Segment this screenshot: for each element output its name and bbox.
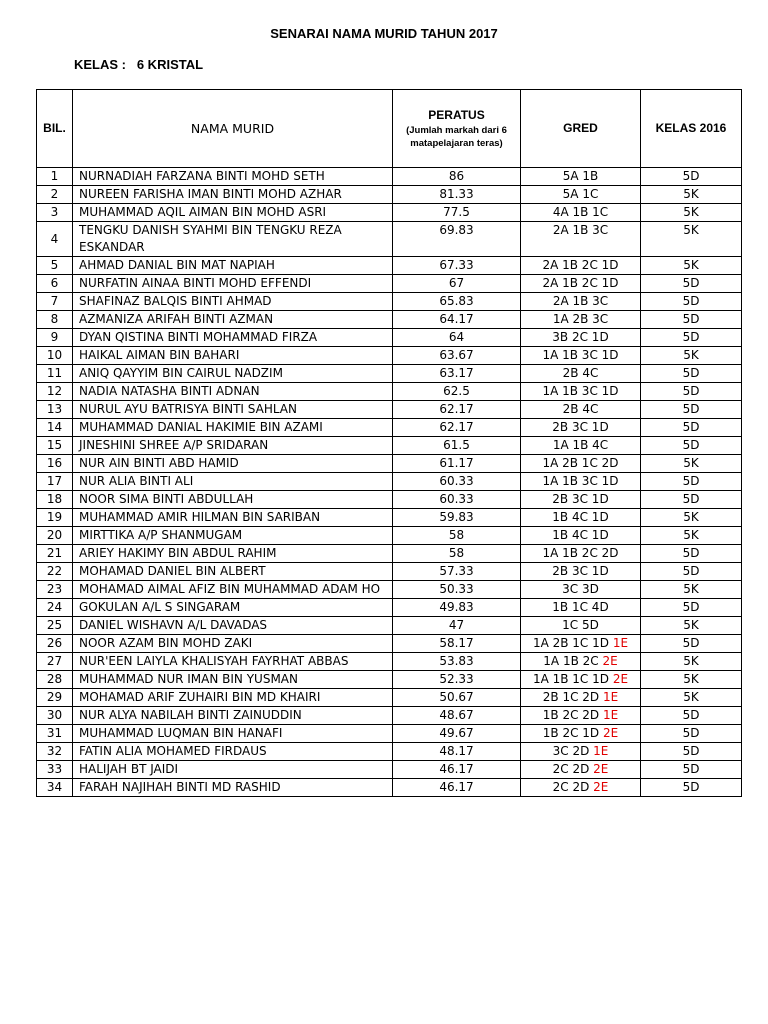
row-bil: 18 [37,491,73,509]
row-gred-text: 1B 1C 4D [552,600,609,614]
row-bil: 32 [37,743,73,761]
row-gred-text: 4A 1B 1C [552,205,609,219]
table-row [37,401,742,419]
table-row [37,707,742,725]
row-peratus: 65.83 [393,293,521,311]
header-gred: GRED [521,90,641,168]
row-bil: 2 [37,186,73,204]
row-gred-text: 1A 1B 3C 1D [542,474,619,488]
row-gred [521,491,641,509]
row-gred [521,401,641,419]
row-kelas: 5K [641,671,742,689]
row-bil: 22 [37,563,73,581]
row-gred-text: 1A 2B 3C [552,312,609,326]
table-row [37,186,742,204]
row-nama: DYAN QISTINA BINTI MOHAMMAD FIRZA [73,329,393,347]
row-kelas: 5K [641,509,742,527]
row-bil: 27 [37,653,73,671]
row-bil: 25 [37,617,73,635]
table-row [37,437,742,455]
row-gred-fail: 1E [603,690,619,704]
row-gred [521,347,641,365]
table-row [37,635,742,653]
row-gred-text: 1B 2C 1D [542,726,600,740]
table-row [37,563,742,581]
row-peratus: 46.17 [393,779,521,797]
row-bil: 19 [37,509,73,527]
row-bil: 10 [37,347,73,365]
table-row [37,257,742,275]
row-kelas: 5K [641,617,742,635]
row-nama: MUHAMMAD DANIAL HAKIMIE BIN AZAMI [73,419,393,437]
row-gred-text: 1A 1B 4C [552,438,609,452]
row-kelas: 5D [641,419,742,437]
row-peratus: 58.17 [393,635,521,653]
row-bil: 16 [37,455,73,473]
row-kelas: 5D [641,779,742,797]
row-gred-fail: 2E [602,654,618,668]
row-gred [521,311,641,329]
row-peratus: 60.33 [393,473,521,491]
row-gred-text: 1A 1B 2C 2D [542,546,619,560]
row-peratus: 48.67 [393,707,521,725]
row-peratus: 57.33 [393,563,521,581]
row-bil: 34 [37,779,73,797]
row-bil: 7 [37,293,73,311]
row-peratus: 53.83 [393,653,521,671]
row-gred-text: 2A 1B 2C 1D [542,258,619,272]
row-gred [521,473,641,491]
row-kelas: 5D [641,383,742,401]
row-nama: NUREEN FARISHA IMAN BINTI MOHD AZHAR [73,186,393,204]
row-nama: MUHAMMAD AQIL AIMAN BIN MOHD ASRI [73,204,393,222]
table-row [37,743,742,761]
row-gred [521,545,641,563]
class-value: 6 KRISTAL [136,57,204,72]
row-kelas: 5K [641,689,742,707]
table-row [37,581,742,599]
row-kelas: 5D [641,329,742,347]
row-peratus: 58 [393,545,521,563]
row-peratus: 50.33 [393,581,521,599]
row-bil: 13 [37,401,73,419]
row-bil: 11 [37,365,73,383]
table-row [37,383,742,401]
row-nama: NURFATIN AINAA BINTI MOHD EFFENDI [73,275,393,293]
row-gred-text: 2B 3C 1D [552,492,609,506]
table-row [37,689,742,707]
table-row [37,617,742,635]
row-nama: NOOR SIMA BINTI ABDULLAH [73,491,393,509]
row-gred-text: 2C 2D [552,780,590,794]
row-nama: HAIKAL AIMAN BIN BAHARI [73,347,393,365]
row-peratus: 77.5 [393,204,521,222]
row-nama: MUHAMMAD LUQMAN BIN HANAFI [73,725,393,743]
row-gred-text: 2C 2D [552,762,590,776]
row-peratus: 49.83 [393,599,521,617]
row-gred-text: 2B 3C 1D [552,420,609,434]
row-kelas: 5D [641,761,742,779]
table-row [37,311,742,329]
table-row [37,347,742,365]
row-peratus: 63.67 [393,347,521,365]
row-peratus: 46.17 [393,761,521,779]
row-gred [521,779,641,797]
row-nama: SHAFINAZ BALQIS BINTI AHMAD [73,293,393,311]
row-peratus: 62.17 [393,419,521,437]
row-peratus: 86 [393,168,521,186]
row-gred-text: 1A 1B 2C [543,654,599,668]
table-row [37,545,742,563]
row-bil: 29 [37,689,73,707]
row-gred-text: 2B 4C [562,402,599,416]
table-row [37,222,742,257]
row-gred [521,725,641,743]
row-bil: 12 [37,383,73,401]
table-header-row [37,90,742,168]
row-nama: GOKULAN A/L S SINGARAM [73,599,393,617]
row-nama: HALIJAH BT JAIDI [73,761,393,779]
row-kelas: 5D [641,491,742,509]
row-peratus: 64.17 [393,311,521,329]
table-row [37,509,742,527]
header-bil: BIL. [37,90,73,168]
row-bil: 28 [37,671,73,689]
row-peratus: 62.5 [393,383,521,401]
table-row [37,329,742,347]
row-peratus: 69.83 [393,222,521,257]
row-gred [521,168,641,186]
table-row [37,599,742,617]
row-gred [521,635,641,653]
row-nama: NURUL AYU BATRISYA BINTI SAHLAN [73,401,393,419]
row-nama: NOOR AZAM BIN MOHD ZAKI [73,635,393,653]
table-row [37,275,742,293]
row-kelas: 5D [641,275,742,293]
row-peratus: 61.5 [393,437,521,455]
class-heading [74,57,203,72]
table-row [37,473,742,491]
row-peratus: 47 [393,617,521,635]
row-gred [521,293,641,311]
row-bil: 8 [37,311,73,329]
row-gred-text: 1A 1B 1C 1D [532,672,609,686]
row-nama: MUHAMMAD AMIR HILMAN BIN SARIBAN [73,509,393,527]
row-nama: MOHAMAD DANIEL BIN ALBERT [73,563,393,581]
row-kelas: 5D [641,473,742,491]
row-gred [521,527,641,545]
row-kelas: 5D [641,725,742,743]
row-kelas: 5D [641,311,742,329]
row-gred [521,222,641,257]
header-peratus [393,90,521,168]
row-bil: 30 [37,707,73,725]
row-bil: 33 [37,761,73,779]
row-bil: 15 [37,437,73,455]
table-row [37,779,742,797]
row-nama: NUR ALYA NABILAH BINTI ZAINUDDIN [73,707,393,725]
table-row [37,365,742,383]
row-bil: 4 [37,222,73,257]
row-gred [521,617,641,635]
table-row [37,293,742,311]
row-kelas: 5K [641,581,742,599]
row-nama: MOHAMAD AIMAL AFIZ BIN MUHAMMAD ADAM HO [73,581,393,599]
row-gred-text: 2B 3C 1D [552,564,609,578]
row-gred-fail: 1E [593,744,609,758]
table-row [37,761,742,779]
row-peratus: 50.67 [393,689,521,707]
row-gred [521,204,641,222]
row-gred-fail: 2E [593,780,609,794]
row-gred [521,689,641,707]
row-kelas: 5K [641,204,742,222]
row-gred-fail: 1E [612,636,629,650]
row-kelas: 5D [641,563,742,581]
row-bil: 24 [37,599,73,617]
header-kelas-2016: KELAS 2016 [641,90,742,168]
row-gred-text: 1A 2B 1C 2D [542,456,619,470]
row-bil: 5 [37,257,73,275]
row-kelas: 5K [641,455,742,473]
row-bil: 6 [37,275,73,293]
table-row [37,527,742,545]
row-kelas: 5K [641,347,742,365]
row-kelas: 5D [641,707,742,725]
table-row [37,653,742,671]
row-kelas: 5K [641,527,742,545]
row-gred [521,186,641,204]
row-peratus: 64 [393,329,521,347]
row-kelas: 5K [641,653,742,671]
row-gred [521,257,641,275]
row-peratus: 61.17 [393,455,521,473]
row-kelas: 5K [641,186,742,204]
row-gred-text: 2A 1B 3C [552,223,609,237]
row-peratus: 63.17 [393,365,521,383]
row-gred-text: 1A 1B 3C 1D [542,348,619,362]
row-gred [521,455,641,473]
row-nama: DANIEL WISHAVN A/L DAVADAS [73,617,393,635]
table-row [37,455,742,473]
row-gred [521,509,641,527]
row-kelas: 5D [641,437,742,455]
row-gred-text: 2B 1C 2D [542,690,600,704]
table-row [37,671,742,689]
row-gred [521,563,641,581]
row-peratus: 59.83 [393,509,521,527]
row-gred-fail: 2E [603,726,619,740]
row-gred-text: 1B 4C 1D [552,510,609,524]
table-row [37,725,742,743]
row-peratus: 49.67 [393,725,521,743]
row-peratus: 67.33 [393,257,521,275]
row-bil: 20 [37,527,73,545]
row-peratus: 48.17 [393,743,521,761]
row-nama: AHMAD DANIAL BIN MAT NAPIAH [73,257,393,275]
row-kelas: 5D [641,635,742,653]
row-gred [521,437,641,455]
student-table [36,89,742,797]
row-gred [521,419,641,437]
row-gred-fail: 2E [593,762,609,776]
row-kelas: 5D [641,599,742,617]
row-kelas: 5D [641,293,742,311]
row-nama: NUR AIN BINTI ABD HAMID [73,455,393,473]
row-gred-text: 5A 1B [562,169,599,183]
row-bil: 3 [37,204,73,222]
row-nama: JINESHINI SHREE A/P SRIDARAN [73,437,393,455]
row-peratus: 62.17 [393,401,521,419]
row-nama: NUR'EEN LAIYLA KHALISYAH FAYRHAT ABBAS [73,653,393,671]
header-nama: NAMA MURID [73,90,393,168]
row-gred [521,365,641,383]
header-peratus-note: (Jumlah markah dari 6 matapelajaran teras) [406,125,507,149]
row-peratus: 52.33 [393,671,521,689]
row-nama: MOHAMAD ARIF ZUHAIRI BIN MD KHAIRI [73,689,393,707]
row-gred [521,707,641,725]
row-nama: FATIN ALIA MOHAMED FIRDAUS [73,743,393,761]
row-peratus: 58 [393,527,521,545]
row-peratus: 81.33 [393,186,521,204]
row-gred-fail: 1E [603,708,619,722]
row-gred-text: 2A 1B 2C 1D [542,276,619,290]
row-gred [521,743,641,761]
row-nama: NURNADIAH FARZANA BINTI MOHD SETH [73,168,393,186]
row-kelas: 5D [641,401,742,419]
row-nama: MUHAMMAD NUR IMAN BIN YUSMAN [73,671,393,689]
row-gred [521,329,641,347]
table-row [37,168,742,186]
row-gred-text: 2A 1B 3C [552,294,609,308]
row-nama: FARAH NAJIHAH BINTI MD RASHID [73,779,393,797]
row-bil: 9 [37,329,73,347]
table-row [37,204,742,222]
class-label: KELAS : [74,57,126,72]
row-bil: 26 [37,635,73,653]
row-gred-text: 5A 1C [562,187,599,201]
row-nama: MIRTTIKA A/P SHANMUGAM [73,527,393,545]
row-gred [521,581,641,599]
row-bil: 14 [37,419,73,437]
row-gred-text: 1C 5D [562,618,599,632]
header-peratus-label: PERATUS [428,108,485,122]
row-kelas: 5D [641,545,742,563]
row-gred [521,275,641,293]
row-gred [521,383,641,401]
row-peratus: 67 [393,275,521,293]
row-nama: TENGKU DANISH SYAHMI BIN TENGKU REZA ESKANDAR [73,222,393,257]
row-kelas: 5K [641,257,742,275]
row-bil: 31 [37,725,73,743]
row-kelas: 5K [641,222,742,257]
row-bil: 21 [37,545,73,563]
row-gred [521,761,641,779]
row-gred-text: 1A 1B 3C 1D [542,384,619,398]
row-gred-text: 2B 4C [562,366,599,380]
row-kelas: 5D [641,743,742,761]
row-nama: NUR ALIA BINTI ALI [73,473,393,491]
row-peratus: 60.33 [393,491,521,509]
row-gred-text: 3C 3D [562,582,599,596]
page-title: SENARAI NAMA MURID TAHUN 2017 [270,26,498,41]
table-row [37,419,742,437]
row-gred [521,653,641,671]
row-gred-text: 1B 4C 1D [552,528,609,542]
row-nama: NADIA NATASHA BINTI ADNAN [73,383,393,401]
row-bil: 23 [37,581,73,599]
table-row [37,491,742,509]
row-nama: AZMANIZA ARIFAH BINTI AZMAN [73,311,393,329]
row-gred-text: 3B 2C 1D [552,330,609,344]
row-gred [521,599,641,617]
row-bil: 1 [37,168,73,186]
row-bil: 17 [37,473,73,491]
row-nama: ANIQ QAYYIM BIN CAIRUL NADZIM [73,365,393,383]
row-gred [521,671,641,689]
row-kelas: 5D [641,168,742,186]
row-gred-text: 3C 2D [552,744,590,758]
row-nama: ARIEY HAKIMY BIN ABDUL RAHIM [73,545,393,563]
row-gred-text: 1B 2C 2D [542,708,600,722]
row-gred-text: 1A 2B 1C 1D [532,636,609,650]
row-gred-fail: 2E [612,672,629,686]
row-kelas: 5D [641,365,742,383]
